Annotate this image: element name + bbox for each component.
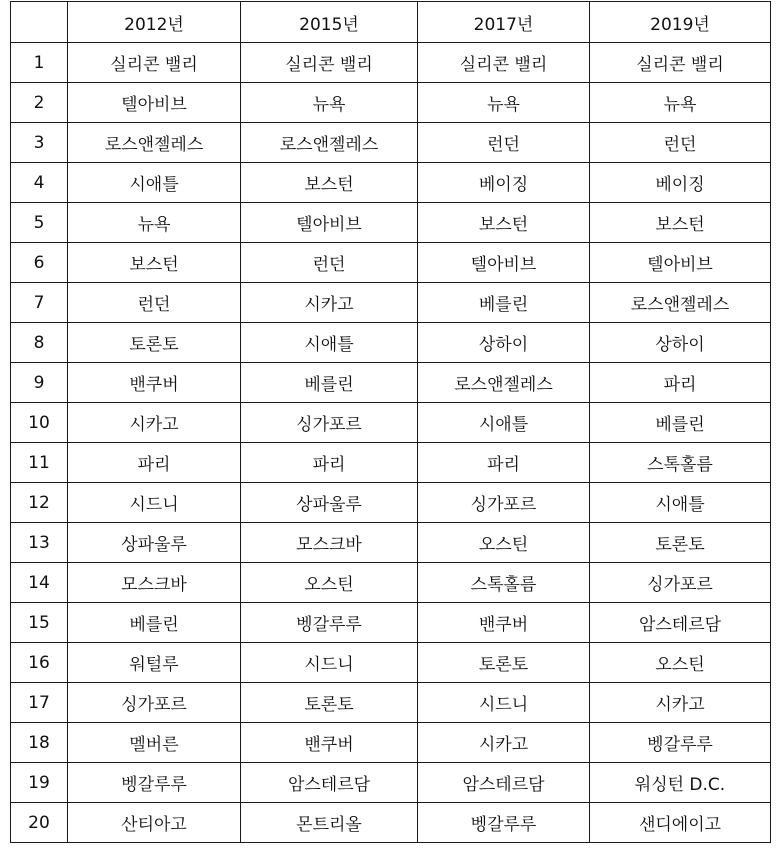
city-2015-cell: 시애틀	[241, 323, 418, 363]
city-2017-cell: 베이징	[418, 163, 590, 203]
city-2017-cell: 암스테르담	[418, 763, 590, 803]
rank-cell: 9	[11, 363, 68, 403]
city-2012-cell: 싱가포르	[68, 683, 241, 723]
city-2017-cell: 실리콘 밸리	[418, 43, 590, 83]
city-2017-cell: 벵갈루루	[418, 803, 590, 843]
rank-cell: 13	[11, 523, 68, 563]
city-2012-cell: 파리	[68, 443, 241, 483]
city-2017-cell: 텔아비브	[418, 243, 590, 283]
city-2015-cell: 벵갈루루	[241, 603, 418, 643]
ranking-table	[10, 1, 771, 843]
city-2019-cell: 벵갈루루	[590, 723, 771, 763]
rank-cell: 2	[11, 83, 68, 123]
city-2019-cell: 베를린	[590, 403, 771, 443]
city-2012-cell: 로스앤젤레스	[68, 123, 241, 163]
city-2012-cell: 워털루	[68, 643, 241, 683]
table-row	[11, 723, 771, 763]
table-row	[11, 243, 771, 283]
city-2019-cell: 베이징	[590, 163, 771, 203]
city-2017-cell: 시카고	[418, 723, 590, 763]
header-2012: 2012년	[68, 2, 241, 43]
city-2015-cell: 싱가포르	[241, 403, 418, 443]
city-2019-cell: 싱가포르	[590, 563, 771, 603]
rank-cell: 15	[11, 603, 68, 643]
city-2017-cell: 토론토	[418, 643, 590, 683]
table-row	[11, 123, 771, 163]
city-2012-cell: 벵갈루루	[68, 763, 241, 803]
city-2019-cell: 워싱턴 D.C.	[590, 763, 771, 803]
city-2012-cell: 베를린	[68, 603, 241, 643]
rank-cell: 3	[11, 123, 68, 163]
city-2017-cell: 뉴욕	[418, 83, 590, 123]
city-2015-cell: 베를린	[241, 363, 418, 403]
table-row	[11, 763, 771, 803]
header-2019: 2019년	[590, 2, 771, 43]
table-row	[11, 523, 771, 563]
rank-cell: 11	[11, 443, 68, 483]
city-2015-cell: 런던	[241, 243, 418, 283]
city-2017-cell: 보스턴	[418, 203, 590, 243]
city-2012-cell: 시드니	[68, 483, 241, 523]
rank-cell: 12	[11, 483, 68, 523]
table-row	[11, 323, 771, 363]
city-2017-cell: 싱가포르	[418, 483, 590, 523]
city-2015-cell: 모스크바	[241, 523, 418, 563]
city-2019-cell: 토론토	[590, 523, 771, 563]
city-2012-cell: 텔아비브	[68, 83, 241, 123]
header-corner-cell	[11, 2, 68, 43]
table-row	[11, 603, 771, 643]
rank-cell: 19	[11, 763, 68, 803]
header-row	[11, 2, 771, 43]
city-2015-cell: 밴쿠버	[241, 723, 418, 763]
city-2019-cell: 상하이	[590, 323, 771, 363]
city-2012-cell: 상파울루	[68, 523, 241, 563]
rank-cell: 16	[11, 643, 68, 683]
city-2019-cell: 오스틴	[590, 643, 771, 683]
city-2017-cell: 로스앤젤레스	[418, 363, 590, 403]
city-2015-cell: 뉴욕	[241, 83, 418, 123]
city-2012-cell: 모스크바	[68, 563, 241, 603]
city-2012-cell: 밴쿠버	[68, 363, 241, 403]
table-row	[11, 803, 771, 843]
table-row	[11, 643, 771, 683]
city-2012-cell: 런던	[68, 283, 241, 323]
table-row	[11, 683, 771, 723]
city-2015-cell: 보스턴	[241, 163, 418, 203]
rank-cell: 10	[11, 403, 68, 443]
city-2017-cell: 상하이	[418, 323, 590, 363]
city-2017-cell: 런던	[418, 123, 590, 163]
city-2019-cell: 실리콘 밸리	[590, 43, 771, 83]
table-row	[11, 283, 771, 323]
rank-cell: 18	[11, 723, 68, 763]
rank-cell: 5	[11, 203, 68, 243]
city-2015-cell: 시드니	[241, 643, 418, 683]
city-2015-cell: 실리콘 밸리	[241, 43, 418, 83]
city-2015-cell: 오스틴	[241, 563, 418, 603]
city-2019-cell: 시애틀	[590, 483, 771, 523]
table-row	[11, 363, 771, 403]
city-2015-cell: 토론토	[241, 683, 418, 723]
table-row	[11, 443, 771, 483]
city-2017-cell: 스톡홀름	[418, 563, 590, 603]
city-2017-cell: 파리	[418, 443, 590, 483]
city-2012-cell: 토론토	[68, 323, 241, 363]
city-2015-cell: 로스앤젤레스	[241, 123, 418, 163]
header-2017: 2017년	[418, 2, 590, 43]
rank-cell: 7	[11, 283, 68, 323]
table-row	[11, 403, 771, 443]
rank-cell: 17	[11, 683, 68, 723]
header-2015: 2015년	[241, 2, 418, 43]
city-2019-cell: 로스앤젤레스	[590, 283, 771, 323]
city-2019-cell: 텔아비브	[590, 243, 771, 283]
city-2019-cell: 뉴욕	[590, 83, 771, 123]
rank-cell: 14	[11, 563, 68, 603]
city-2015-cell: 상파울루	[241, 483, 418, 523]
city-2012-cell: 뉴욕	[68, 203, 241, 243]
city-2019-cell: 암스테르담	[590, 603, 771, 643]
city-2017-cell: 오스틴	[418, 523, 590, 563]
city-2015-cell: 몬트리올	[241, 803, 418, 843]
city-2012-cell: 실리콘 밸리	[68, 43, 241, 83]
city-2017-cell: 밴쿠버	[418, 603, 590, 643]
table-row	[11, 43, 771, 83]
city-2015-cell: 시카고	[241, 283, 418, 323]
city-2019-cell: 시카고	[590, 683, 771, 723]
table-row	[11, 83, 771, 123]
city-2017-cell: 베를린	[418, 283, 590, 323]
city-2012-cell: 보스턴	[68, 243, 241, 283]
city-2019-cell: 샌디에이고	[590, 803, 771, 843]
city-2017-cell: 시드니	[418, 683, 590, 723]
rank-cell: 4	[11, 163, 68, 203]
city-2012-cell: 시애틀	[68, 163, 241, 203]
city-2019-cell: 스톡홀름	[590, 443, 771, 483]
city-2015-cell: 암스테르담	[241, 763, 418, 803]
city-2015-cell: 텔아비브	[241, 203, 418, 243]
city-2015-cell: 파리	[241, 443, 418, 483]
rank-cell: 20	[11, 803, 68, 843]
city-2019-cell: 보스턴	[590, 203, 771, 243]
city-2012-cell: 산티아고	[68, 803, 241, 843]
city-2017-cell: 시애틀	[418, 403, 590, 443]
city-2012-cell: 시카고	[68, 403, 241, 443]
table-body	[11, 43, 771, 843]
table-row	[11, 163, 771, 203]
table-row	[11, 203, 771, 243]
table-row	[11, 563, 771, 603]
rank-cell: 6	[11, 243, 68, 283]
city-2019-cell: 런던	[590, 123, 771, 163]
city-2012-cell: 멜버른	[68, 723, 241, 763]
rank-cell: 1	[11, 43, 68, 83]
rank-cell: 8	[11, 323, 68, 363]
table-row	[11, 483, 771, 523]
city-2019-cell: 파리	[590, 363, 771, 403]
